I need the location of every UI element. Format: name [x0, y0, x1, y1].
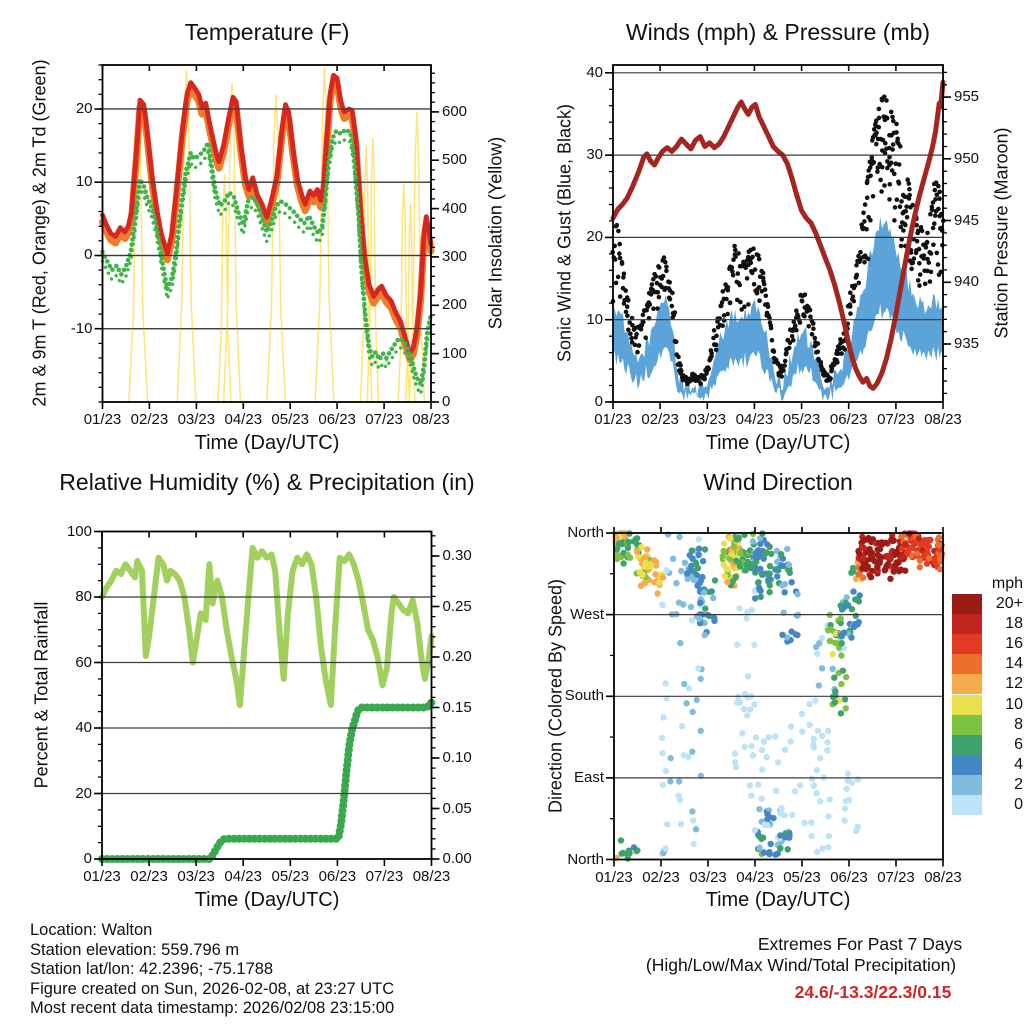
y-tick-label: 100 [66, 522, 92, 540]
x-tick-label: 05/23 [271, 411, 309, 428]
x-tick-label: 01/23 [83, 868, 121, 885]
y-axis-title-solar-right: Solar Insolation (Yellow) [485, 136, 506, 330]
x-axis-title-wind-direction: Time (Day/UTC) [705, 889, 851, 911]
x-tick-label: 06/23 [830, 868, 868, 886]
x-tick-label: 06/23 [318, 411, 356, 428]
extremes-subtitle: (High/Low/Max Wind/Total Precipitation) [645, 955, 957, 975]
y-axis-title-direction-left: Direction (Colored By Speed) [545, 578, 566, 814]
x-tick-label: 02/23 [641, 411, 679, 428]
y-tick-label: 60 [75, 653, 92, 671]
y-tick-label-right: 0.10 [442, 749, 472, 766]
x-tick-label: 03/23 [689, 868, 727, 886]
y-axis-title-temperature-left: 2m & 9m T (Red, Orange) & 2m Td (Green) [29, 59, 50, 407]
x-tick-label: 01/23 [595, 868, 633, 886]
y-tick-label-right: 0.00 [442, 850, 472, 867]
colorbar-label: 4 [1014, 755, 1023, 773]
x-tick-label: 03/23 [177, 411, 216, 428]
x-tick-label: 03/23 [688, 411, 727, 428]
x-axis-title-winds: Time (Day/UTC) [705, 432, 851, 454]
x-tick-label: 04/23 [224, 411, 263, 428]
x-tick-label: 08/23 [924, 868, 962, 886]
y-tick-label-right: 0.25 [442, 597, 472, 615]
y-tick-label-right: 0.20 [442, 648, 472, 666]
colorbar-label: 16 [1005, 635, 1023, 653]
x-axis-title-temperature: Time (Day/UTC) [194, 432, 340, 454]
x-tick-label: 03/23 [177, 868, 215, 885]
y-tick-label: 40 [586, 63, 603, 81]
y-tick-label: 0 [84, 246, 93, 264]
chart-title-winds-pressure: Winds (mph) & Pressure (mb) [625, 19, 931, 45]
x-tick-label: 08/23 [924, 411, 962, 428]
station-elevation: Station elevation: 559.796 m [30, 940, 240, 959]
y-tick-label: 80 [75, 588, 92, 605]
x-tick-label: 05/23 [782, 411, 821, 428]
y-axis-title-humidity-left: Percent & Total Rainfall [31, 601, 52, 789]
y-tick-label: North [567, 850, 604, 868]
colorbar-label: 8 [1014, 715, 1023, 733]
colorbar-label: 20+ [995, 595, 1023, 612]
y-tick-label: North [567, 524, 604, 541]
station-location: Location: Walton [30, 921, 153, 939]
x-tick-label: 08/23 [412, 411, 450, 428]
figure-created-timestamp: Figure created on Sun, 2026-02-08, at 23:27 UTC [30, 979, 395, 998]
y-tick-label-right: 200 [442, 296, 468, 314]
x-tick-label: 06/23 [829, 411, 868, 428]
x-tick-label: 08/23 [412, 868, 451, 885]
y-tick-label-right: 0 [442, 393, 451, 410]
x-tick-label: 06/23 [318, 868, 357, 885]
y-tick-label-right: 300 [442, 247, 468, 265]
y-tick-label-right: 600 [442, 102, 468, 120]
y-tick-label: 0 [83, 850, 92, 867]
y-tick-label: 40 [75, 719, 92, 736]
x-axis-title-humidity: Time (Day/UTC) [194, 889, 340, 911]
y-tick-label-right: 945 [954, 211, 980, 229]
y-tick-label: 10 [75, 173, 93, 191]
chart-title-humidity-precip: Relative Humidity (%) & Precipitation (in) [59, 469, 475, 495]
colorbar-label: 18 [1005, 615, 1023, 633]
x-tick-label: 05/23 [783, 868, 821, 886]
y-tick-label-right: 940 [954, 273, 980, 291]
y-tick-label: 10 [586, 310, 603, 328]
y-tick-label-right: 950 [954, 149, 980, 167]
x-tick-label: 04/23 [224, 868, 262, 885]
y-tick-label-right: 0.15 [442, 698, 472, 716]
y-tick-label-right: 0.05 [442, 799, 472, 817]
colorbar-label: 14 [1005, 655, 1023, 673]
y-tick-label-right: 935 [954, 334, 980, 352]
extremes-values: 24.6/-13.3/22.3/0.15 [794, 982, 952, 1002]
x-tick-label: 07/23 [365, 411, 403, 428]
x-tick-label: 04/23 [736, 868, 774, 886]
x-tick-label: 04/23 [735, 411, 774, 428]
y-tick-label-right: 955 [954, 88, 980, 106]
y-axis-title-wind-left: Sonic Wind & Gust (Blue, Black) [554, 103, 575, 363]
most-recent-data-timestamp: Most recent data timestamp: 2026/02/08 23:15:00 [30, 999, 395, 1017]
chart-title-temperature: Temperature (F) [184, 19, 350, 45]
x-tick-label: 07/23 [877, 411, 915, 428]
y-axis-title-pressure-right: Station Pressure (Maroon) [991, 127, 1012, 339]
y-tick-label-right: 100 [442, 344, 468, 362]
y-tick-label: 20 [75, 99, 93, 117]
y-tick-label: 20 [586, 228, 603, 246]
y-tick-label: South [564, 687, 604, 705]
x-tick-label: 02/23 [130, 868, 168, 885]
y-tick-label: 20 [75, 784, 92, 802]
y-tick-label-right: 400 [442, 199, 468, 217]
y-tick-label-right: 0.30 [442, 547, 472, 565]
colorbar-label: 10 [1005, 695, 1023, 713]
x-tick-label: 02/23 [130, 411, 169, 428]
chart-title-wind-direction: Wind Direction [703, 469, 853, 495]
x-tick-label: 05/23 [271, 868, 310, 885]
x-tick-label: 07/23 [877, 868, 915, 886]
y-tick-label-right: 500 [442, 151, 468, 169]
y-tick-label: 0 [594, 393, 603, 410]
x-tick-label: 01/23 [594, 411, 632, 428]
colorbar-label: 6 [1014, 735, 1023, 753]
y-tick-label: West [570, 605, 604, 623]
colorbar-label: 2 [1014, 775, 1023, 793]
extremes-title: Extremes For Past 7 Days [757, 934, 963, 954]
colorbar-label: 0 [1014, 796, 1023, 813]
y-tick-label: -10 [70, 319, 93, 337]
y-tick-label: East [573, 768, 604, 786]
station-latlon: Station lat/lon: 42.2396; -75.1788 [30, 960, 274, 978]
colorbar-label: 12 [1005, 675, 1023, 693]
colorbar-title: mph [991, 575, 1023, 592]
y-tick-label: 30 [586, 146, 603, 164]
x-tick-label: 02/23 [642, 868, 680, 886]
x-tick-label: 01/23 [83, 411, 122, 428]
x-tick-label: 07/23 [365, 868, 404, 885]
